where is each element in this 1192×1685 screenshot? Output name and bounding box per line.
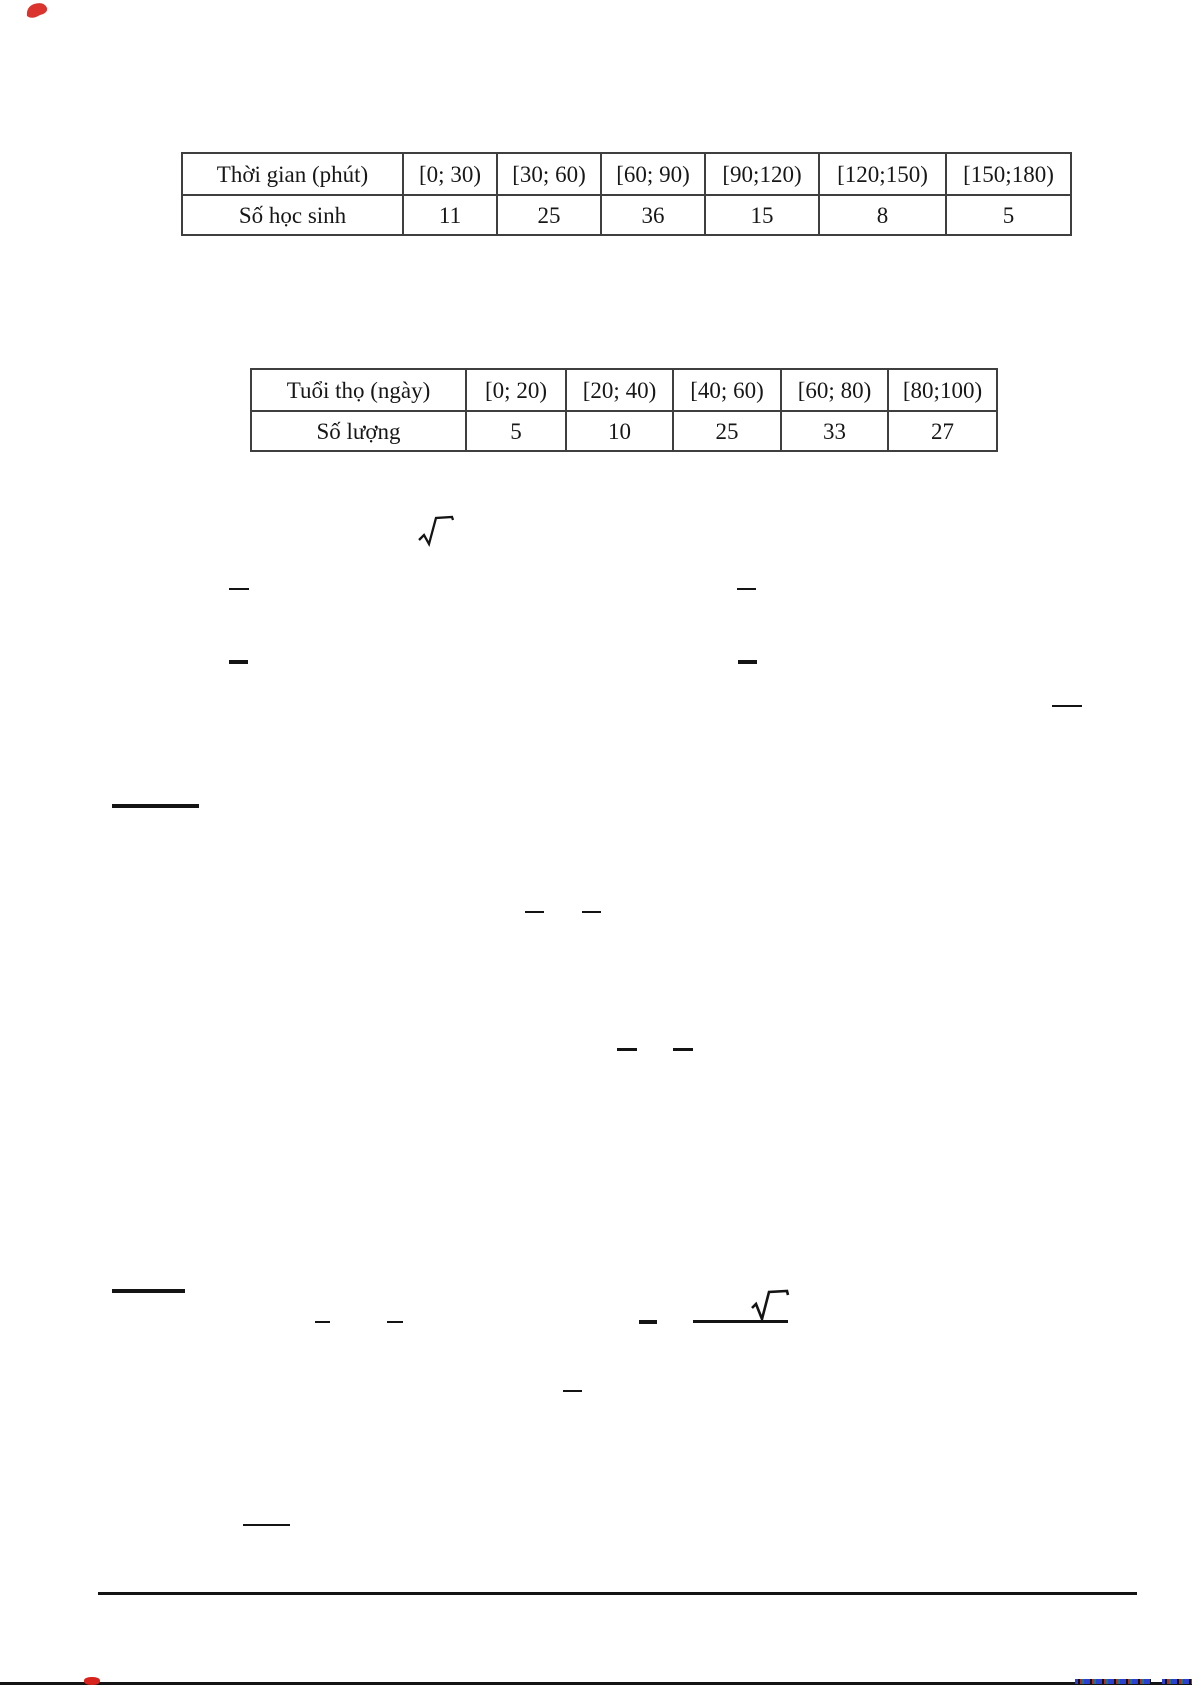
lifespan-frequency-table — [250, 368, 998, 452]
table-value-cell: 5 — [945, 194, 1070, 234]
table-value-cell: 15 — [704, 194, 818, 234]
table-header-cell: [90;120) — [704, 154, 818, 194]
section-rule — [98, 1592, 1137, 1595]
table-row-label: Số lượng — [252, 410, 465, 450]
overline-mark — [639, 1320, 657, 1324]
radical-icon — [416, 514, 456, 548]
overline-mark — [1052, 705, 1082, 707]
study-time-frequency-table — [181, 152, 1072, 236]
overline-mark — [387, 1321, 403, 1323]
overline-mark — [563, 1390, 582, 1392]
table-header-cell: [120;150) — [818, 154, 945, 194]
radical-icon — [748, 1286, 792, 1322]
footer-microtext-artifact — [1075, 1679, 1151, 1684]
footer-microtext-artifact — [1162, 1679, 1192, 1684]
underline-mark — [112, 804, 199, 808]
overline-mark — [617, 1048, 637, 1051]
table-header-cell: [40; 60) — [672, 370, 780, 410]
overline-mark — [673, 1048, 693, 1051]
table-value-cell: 27 — [887, 410, 996, 450]
overline-mark — [229, 588, 249, 590]
table-header-cell: [30; 60) — [496, 154, 600, 194]
table-value-cell: 36 — [600, 194, 704, 234]
overline-mark — [582, 911, 601, 913]
table-value-cell: 11 — [402, 194, 496, 234]
table-value-cell: 25 — [496, 194, 600, 234]
table-row-label: Số học sinh — [183, 194, 402, 234]
red-pen-mark-top — [24, 1, 50, 22]
table-header-cell: Thời gian (phút) — [216, 161, 369, 187]
table-value-cell: 33 — [780, 410, 887, 450]
table-value-cell: 5 — [465, 410, 565, 450]
red-pen-mark-bottom — [84, 1677, 100, 1685]
table-header-cell: [80;100) — [887, 370, 996, 410]
table-header-cell: [150;180) — [945, 154, 1070, 194]
overline-mark — [243, 1524, 290, 1526]
overline-mark — [738, 660, 757, 664]
table-header-cell: [60; 90) — [600, 154, 704, 194]
overline-mark — [525, 911, 544, 913]
overline-mark — [229, 660, 248, 664]
table-header-cell: [0; 20) — [465, 370, 565, 410]
underline-mark — [112, 1289, 185, 1293]
overline-mark — [737, 588, 756, 590]
table-header-cell: [60; 80) — [780, 370, 887, 410]
table-header-cell: [0; 30) — [402, 154, 496, 194]
overline-mark — [315, 1321, 330, 1323]
table-header-cell: [20; 40) — [565, 370, 672, 410]
table-value-cell: 8 — [818, 194, 945, 234]
table-value-cell: 25 — [672, 410, 780, 450]
table-value-cell: 10 — [565, 410, 672, 450]
table-header-cell: Tuổi thọ (ngày) — [286, 377, 431, 403]
